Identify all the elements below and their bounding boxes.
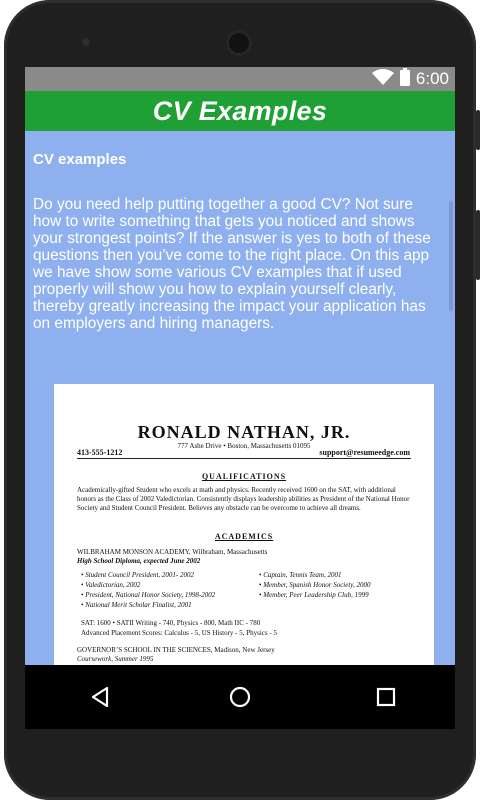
content-scroll-area[interactable] [25, 131, 455, 665]
app-title: CV Examples [152, 95, 328, 126]
list-item: • National Merit Scholar Finalist, 2001 [81, 600, 215, 610]
resume-divider [77, 458, 411, 459]
scores-ap: Advanced Placement Scores: Calculus - 5, US History - 5, Physics - 5 [81, 629, 277, 637]
resume-address: 777 Ashe Drive • Boston, Massachusetts 01095 [177, 442, 311, 450]
list-item: • Member, Spanish Honor Society, 2000 [259, 580, 371, 590]
academics-heading: ACADEMICS [214, 532, 274, 541]
app-bar [25, 91, 455, 131]
diploma-line: High School Diploma, expected June 2002 [77, 557, 201, 565]
resume-email: support@resumeedge.com [319, 448, 410, 457]
nav-recents-button[interactable] [368, 679, 404, 715]
wifi-icon [372, 69, 394, 90]
qualifications-heading: QUALIFICATIONS [201, 472, 287, 481]
school-name: WILBRAHAM MONSON ACADEMY, Wilbraham, Massachusetts [77, 548, 268, 556]
nav-back-button[interactable] [82, 679, 118, 715]
phone-frame [4, 0, 476, 800]
resume-phone: 413-555-1212 [77, 448, 123, 457]
navigation-bar [25, 665, 455, 729]
list-item: • Captain, Tennis Team, 2001 [259, 570, 371, 580]
resume-right-list [259, 570, 371, 600]
qualifications-text: Academically-gifted Student who excels at math and physics. Recently received 1600 on the SAT, with additional honors as the Class of 2002 Valedictorian. Consistently displays leadership abilities as President of the National Honor Society and Student Council President. Believes any obstacle can be overcome to achieve all dreams. [77, 486, 410, 512]
status-time: 6:00 [415, 69, 449, 88]
status-icons [372, 67, 449, 91]
home-icon [228, 685, 252, 709]
list-item: • Member, Peer Leadership Club, 1999 [259, 590, 371, 600]
governor-school: GOVERNOR’S SCHOOL IN THE SCIENCES, Madison, New Jersey [77, 646, 275, 654]
list-item: • Student Council President, 2001- 2002 [81, 570, 215, 580]
back-icon [89, 686, 111, 708]
scores-sat: SAT: 1600 • SATII Writing - 740, Physics - 800, Math IIC - 780 [81, 619, 261, 627]
cv-example-image[interactable] [54, 384, 434, 665]
resume-left-list [81, 570, 215, 610]
status-bar [25, 67, 455, 91]
scrollbar-thumb[interactable] [449, 201, 453, 311]
battery-icon [400, 68, 410, 91]
power-button [476, 110, 480, 150]
list-item: • President, National Honor Society, 1998-2002 [81, 590, 215, 600]
screen [25, 67, 455, 729]
nav-home-button[interactable] [222, 679, 258, 715]
resume-name: RONALD NATHAN, JR. [137, 422, 351, 442]
volume-button [476, 210, 480, 280]
intro-paragraph: Do you need help putting together a good CV? Not sure how to write something that gets you noticed and shows your strongest points? If the answer is yes to both of these questions then you’ve come to the right place. On this app we have show some various CV examples that if used properly will show you how to explain yourself clearly, thereby greatly increasing the impact your application has on employers and hiring managers. [33, 196, 431, 332]
coursework-line: Coursework, Summer 1995 [77, 655, 154, 663]
content-heading: CV examples [33, 151, 127, 168]
front-camera [82, 38, 90, 46]
list-item: • Valedictorian, 2002 [81, 580, 215, 590]
earpiece-speaker [226, 30, 252, 56]
recents-icon [376, 687, 396, 707]
